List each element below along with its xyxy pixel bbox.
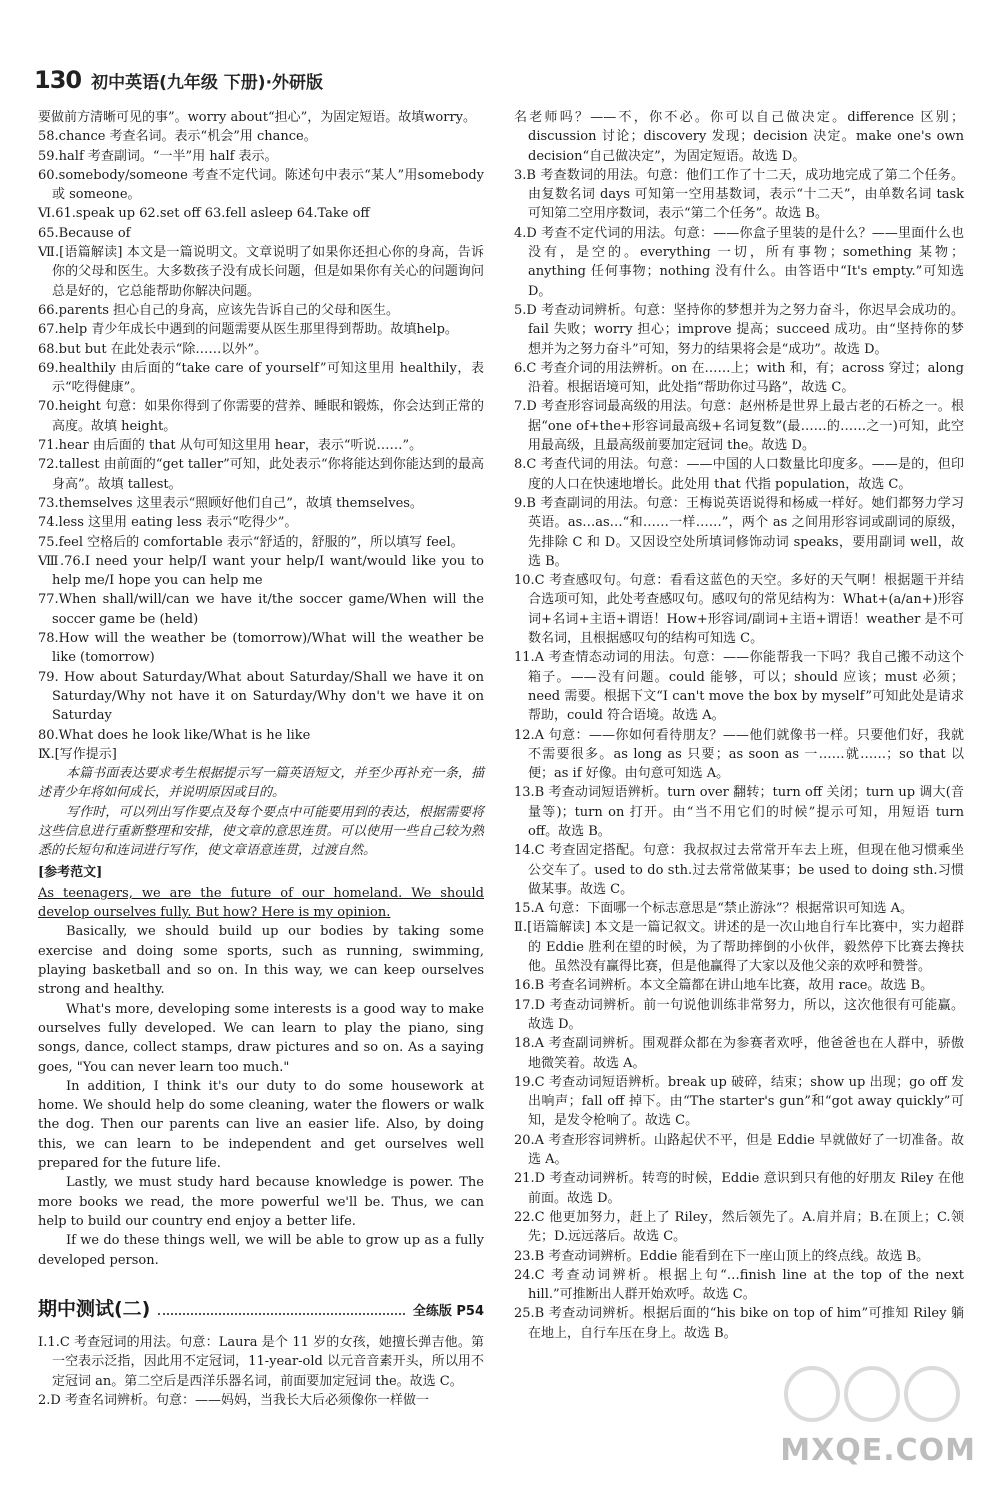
answer-item: 20.A 考查形容词辨析。山路起伏不平，但是 Eddie 早就做好了一切准备。故选 A。 [514, 1132, 964, 1168]
answer-item: 58.chance 考查名词。表示“机会”用 chance。 [38, 129, 317, 145]
answer-item: 18.A 考查副词辨析。围观群众都在为参赛者欢呼，他爸爸也在人群中，骄傲地微笑着。故选 A。 [514, 1036, 964, 1071]
answer-item: 12.A 句意：——你如何看待朋友？——他们就像书一样。只要他们好，我就不需要很多。as long as 只要；as soon as 一……就……；so that 以便；as if 好像。由句意可知选 A。 [514, 727, 964, 782]
section-heading [38, 1297, 484, 1321]
answer-item: 2.D 考查名词辨析。句意：——妈妈，当我长大后必须像你一样做一 [38, 1393, 429, 1408]
answer-item: 25.B 考查动词辨析。根据后面的“his bike on top of him”可推知 Riley 躺在地上，自行车压在身上。故选 B。 [514, 1306, 964, 1341]
answer-item: 5.D 考查动词辨析。句意：坚持你的梦想并为之努力奋斗，你迟早会成功的。fail 失败；worry 担心；improve 提高；succeed 成功。由“坚持你的梦想并为之努力奋斗”可知，努力的结果将会是“成功”。故选 D。 [514, 302, 964, 357]
answer-item: 22.C 他更加努力，赶上了 Riley，然后领先了。A.肩并肩；B.在顶上；C.领先；D.远远落后。故选 C。 [514, 1209, 964, 1245]
answer-item: 要做前方清晰可见的事”。worry about“担心”，为固定短语。故填worry。 [38, 110, 477, 125]
section-reference: 全练版 P54 [412, 1303, 484, 1319]
answer-item: 9.B 考查副词的用法。句意：王梅说英语说得和杨威一样好。她们都努力学习英语。as…as…“和……一样……”，两个 as 之间用形容词或副词的原级，先排除 C 和 D。又因设空处所填词修饰动词 speaks，要用副词 well，故选 B。 [514, 495, 964, 569]
answer-item: Ⅰ.1.C 考查冠词的用法。句意：Laura 是个 11 岁的女孩，她擅长弹吉他。第一空表示泛指，因此用不定冠词，11-year-old 以元音音素开头，所以用不定冠词 an。第二空后是西洋乐器名词，前面要加定冠词 the。故选 C。 [38, 1335, 484, 1389]
answer-item: 59.half 考查副词。“一半”用 half 表示。 [38, 148, 278, 164]
answer-item: 71.hear 由后面的 that 从句可知这里用 hear，表示“听说……”。 [38, 438, 423, 454]
essay-opening: As teenagers, we are the future of our homeland. We should develop ourselves fully. But how? Here is my opinion. [38, 885, 484, 921]
answer-item: 3.B 考查数词的用法。句意：他们工作了十二天，成功地完成了第二个任务。由复数名词 days 可知第一空用基数词，表示“十二天”，由单数名词 task 可知第二空用序数词，表示“第二个任务”。故选 B。 [514, 167, 964, 222]
answer-item: Ⅱ.[语篇解读] 本文是一篇记叙文。讲述的是一次山地自行车比赛中，实力超群的 Eddie 胜利在望的时候，为了帮助摔倒的小伙伴，毅然停下比赛去搀扶他。虽然没有赢得比赛，但是他赢得了大家以及他父亲的欢呼和赞誉。 [514, 920, 964, 975]
answer-item: 65.Because of [38, 225, 131, 241]
answer-item: 23.B 考查动词辨析。Eddie 能看到在下一座山顶上的终点线。故选 B。 [514, 1248, 930, 1264]
answer-item: 6.C 考查介词的用法辨析。on 在……上；with 和，有；across 穿过；along 沿着。根据语境可知，此处指“帮助你过马路”，故选 C。 [514, 360, 964, 396]
answer-item: 75.feel 空格后的 comfortable 表示“舒适的，舒服的”，所以填写 feel。 [38, 534, 464, 550]
answer-item: Ⅷ.76.I need your help/I want your help/I want/would like you to help me/I hope you can help me [38, 553, 484, 589]
answer-item: 10.C 考查感叹句。句意：看看这蓝色的天空。多好的天气啊！根据题干并结合选项可知，此处考查感叹句。感叹句的常见结构为：What+(a/an+)形容词+名词+主语+谓语！How+形容词/副词+主语+谓语！weather 是不可数名词，且根据感叹句的结构可知选 C。 [514, 573, 964, 647]
right-column [514, 108, 964, 1343]
essay-paragraph: What's more, developing some interests is a good way to make ourselves fully developed. We can learn to play the piano, sing songs, dance, collect stamps, draw pictures and so on. As a saying goes, "You can never learn too much." [38, 1001, 484, 1075]
book-title: 初中英语(九年级 下册)·外研版 [91, 72, 324, 93]
writing-tip-paragraph: 写作时，可以列出写作要点及每个要点中可能要用到的表达，根据需要将这些信息进行重新整理和安排，使文章的意思连贯。可以使用一些自己较为熟悉的长短句和连词进行写作，使文章语意连贯，过渡自然。 [38, 804, 484, 859]
answer-item: 73.themselves 这里表示“照顾好他们自己”，故填 themselves。 [38, 495, 423, 511]
answer-item: 70.height 句意：如果你得到了你需要的营养、睡眠和锻炼，你会达到正常的高度。故填 height。 [38, 399, 484, 434]
answer-item: 7.D 考查形容词最高级的用法。句意：赵州桥是世界上最古老的石桥之一。根据“one of+the+形容词最高级+名词复数”(最……的……之一)可知，此空用最高级，且最高级前要加定冠词 the。故选 D。 [514, 399, 964, 454]
essay-paragraph: If we do these things well, we will be able to grow up as a fully developed person. [38, 1233, 484, 1268]
answer-item: 14.C 考查固定搭配。句意：我叔叔过去常常开车去上班，但现在他习惯乘坐公交车了。used to do sth.过去常常做某事；be used to doing sth.习惯做某事。故选 C。 [514, 843, 964, 897]
essay-paragraph: In addition, I think it's our duty to do some housework at home. We should help do some cleaning, water the flowers or walk the dog. Then our parents can live an easier life. Also, by doing this, we can learn to be independent and get ourselves well prepared for the future life. [38, 1078, 484, 1172]
answer-item: 78.How will the weather be (tomorrow)/What will the weather be like (tomorrow) [38, 631, 484, 666]
answer-item: 69.healthily 由后面的“take care of yourself”可知这里用 healthily，表示“吃得健康”。 [38, 360, 484, 396]
answer-item: 19.C 考查动词短语辨析。break up 破碎，结束；show up 出现；go off 发出响声；fall off 掉下。由“The starter's gun”和“got away quickly”可知，是发令枪响了。故选 C。 [514, 1074, 964, 1129]
essay-label: [参考范文] [38, 864, 103, 880]
answer-item: 16.B 考查名词辨析。本文全篇都在讲山地车比赛，故用 race。故选 B。 [514, 978, 934, 994]
writing-tip-paragraph: 本篇书面表达要求考生根据提示写一篇英语短文，并至少再补充一条，描述青少年将如何成长，并说明原因或目的。 [38, 766, 484, 801]
answer-item: 66.parents 担心自己的身高，应该先告诉自己的父母和医生。 [38, 302, 400, 318]
answer-item: 11.A 考查情态动词的用法。句意：——你能帮我一下吗？我自己搬不动这个箱子。——没有问题。could 能够，可以；should 应该；must 必须；need 需要。根据下文“I can't move the box by myself”可知此处是请求帮助，could 符合语境。故选 A。 [514, 650, 964, 724]
leader-dots [158, 1313, 404, 1315]
essay-paragraph: Lastly, we must study hard because knowledge is power. The more books we read, the more powerful we'll be. Thus, we can help to build our country end enjoy a better life. [38, 1175, 484, 1229]
page-number: 130 [34, 66, 82, 94]
answer-item: 4.D 考查不定代词的用法。句意：——你盒子里装的是什么？——里面什么也没有，是空的。everything 一切，所有事物；something 某物；anything 任何事物；nothing 没有什么。由答语中“It's empty.”可知选 D。 [514, 225, 964, 299]
answer-item: 80.What does he look like/What is he like [38, 727, 311, 743]
answer-item: Ⅸ.[写作提示] [38, 746, 117, 762]
answer-item: 68.but but 在此处表示“除……以外”。 [38, 341, 268, 357]
answer-item: 名老师吗？——不，你不必。你可以自己做决定。difference 区别；discussion 讨论；discovery 发现；decision 决定。make one's own decision“自己做决定”，为固定短语。故选 D。 [514, 110, 964, 164]
answer-item: 24.C 考查动词辨析。根据上句“…finish line at the top of the next hill.”可推断出人群开始欢呼。故选 C。 [514, 1267, 964, 1303]
answer-item: 79. How about Saturday/What about Saturday/Shall we have it on Saturday/Why not have it on Saturday/Why don't we have it on Saturday [38, 669, 484, 724]
answer-item: 21.D 考查动词辨析。转弯的时候，Eddie 意识到只有他的好朋友 Riley 在他前面。故选 D。 [514, 1171, 964, 1206]
answer-item: Ⅵ.61.speak up 62.set off 63.fell asleep 64.Take off [38, 206, 370, 222]
answer-item: 15.A 句意：下面哪一个标志意思是“禁止游泳”？根据常识可知选 A。 [514, 901, 914, 917]
answer-item: 60.somebody/someone 考查不定代词。陈述句中表示“某人”用somebody 或 someone。 [38, 167, 484, 203]
page-header [34, 64, 323, 96]
answer-item: 74.less 这里用 eating less 表示“吃得少”。 [38, 515, 298, 531]
essay-paragraph: Basically, we should build up our bodies by taking some exercise and doing some sports, such as running, swimming, playing basketball and so on. In this way, we can keep ourselves strong and healthy. [38, 924, 484, 998]
answer-item: 8.C 考查代词的用法。句意：——中国的人口数量比印度多。——是的，但印度的人口在快速地增长。此处用 that 代指 population，故选 C。 [514, 457, 964, 492]
answer-item: 67.help 青少年成长中遇到的问题需要从医生那里得到帮助。故填help。 [38, 322, 458, 338]
answer-item: Ⅶ.[语篇解读] 本文是一篇说明文。文章说明了如果你还担心你的身高，告诉你的父母和医生。大多数孩子没有成长问题，但是如果你有关心的问题询问总是好的，它总能帮助你解决问题。 [38, 245, 484, 299]
answer-item: 72.tallest 由前面的“get taller”可知，此处表示“你将能达到你能达到的最高身高”。故填 tallest。 [38, 457, 484, 492]
left-column [38, 108, 484, 1410]
answer-item: 13.B 考查动词短语辨析。turn over 翻转；turn off 关闭；turn up 调大(音量等)；turn on 打开。由“当不用它们的时候”提示可知，用短语 turn off。故选 B。 [514, 785, 964, 839]
answer-item: 77.When shall/will/can we have it/the soccer game/When will the soccer game be (held) [38, 592, 484, 627]
answer-item: 17.D 考查动词辨析。前一句说他训练非常努力，所以，这次他很有可能赢。故选 D。 [514, 997, 964, 1032]
watermark-text: MXQE.COM [780, 1433, 976, 1468]
section-title: 期中测试(二) [38, 1297, 151, 1320]
